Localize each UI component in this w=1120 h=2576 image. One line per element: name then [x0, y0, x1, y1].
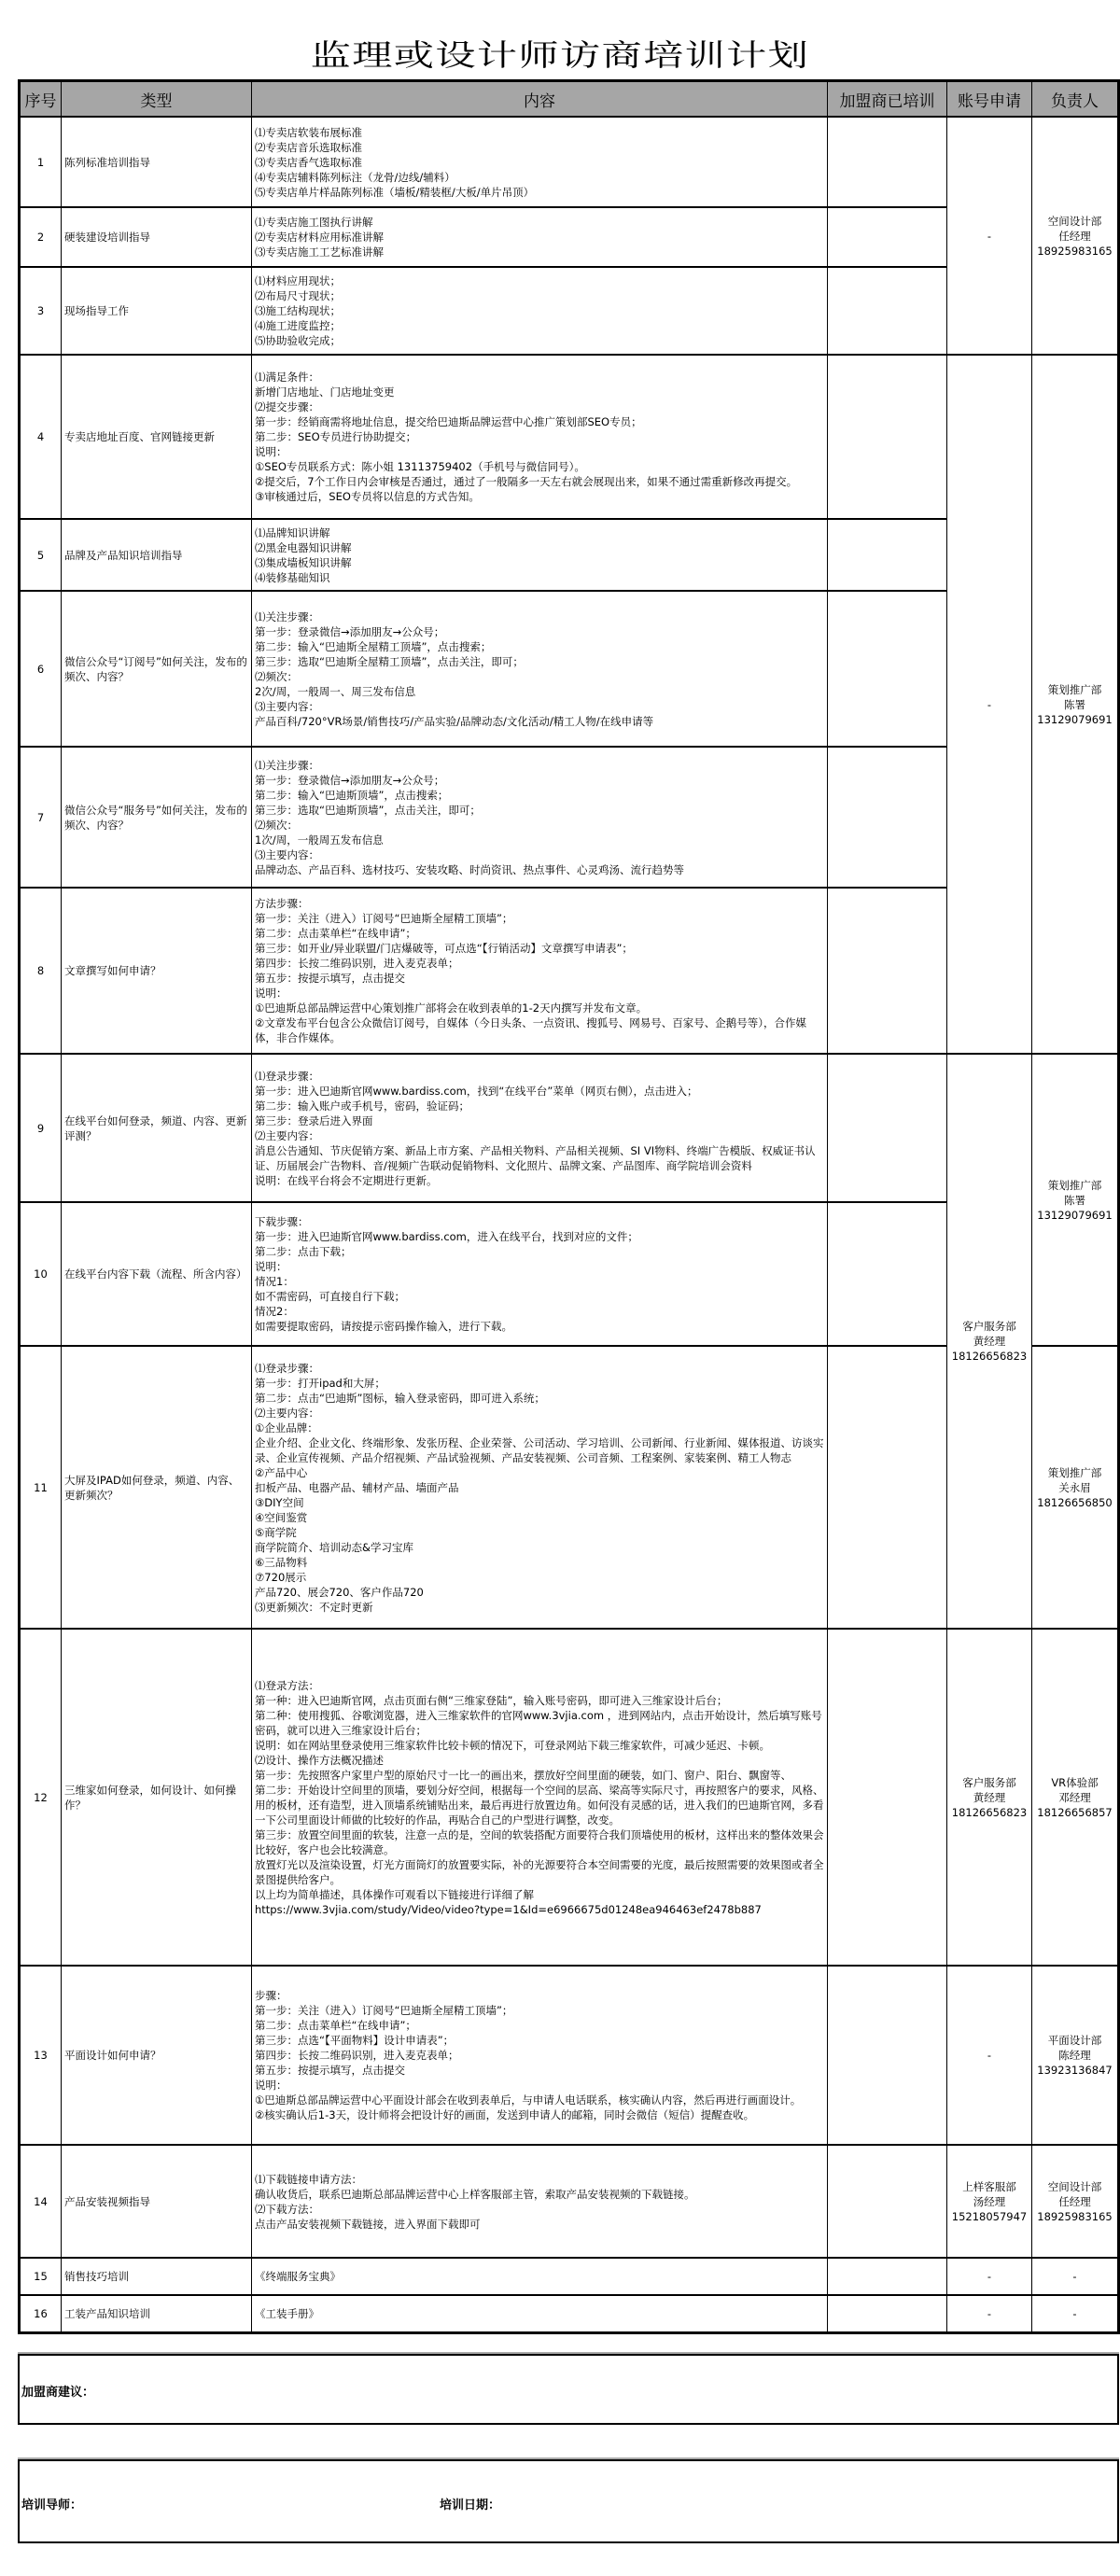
trained-cell[interactable] [828, 2145, 947, 2258]
trained-cell[interactable] [828, 2295, 947, 2332]
owner-cell: 空间设计部 任经理 18925983165 [1032, 2145, 1119, 2258]
table-header-row [20, 81, 1119, 118]
row-type: 品牌及产品知识培训指导 [62, 519, 252, 591]
row-content: ⑴关注步骤： 第一步：登录微信→添加朋友→公众号； 第二步：输入“巴迪斯全屋精工顶墙”，点击搜索； 第三步：选取“巴迪斯全屋精工顶墙”，点击关注，即可； ⑵频次： 2次/周，一般周一、周三发布信息 ⑶主要内容： 产品百科/720°VR场景/销售技巧/产品实验/品牌动态/文化活动/精工人物/在线申请等 [252, 591, 828, 747]
row-number: 1 [20, 117, 62, 207]
row-number: 4 [20, 355, 62, 519]
owner-cell: - [1032, 2258, 1119, 2295]
row-type: 产品安装视频指导 [62, 2145, 252, 2258]
row-type: 现场指导工作 [62, 267, 252, 355]
table-row [20, 2295, 1119, 2332]
header-account: 账号申请 [947, 81, 1032, 118]
trained-cell[interactable] [828, 207, 947, 267]
row-type: 大屏及IPAD如何登录，频道、内容、更新频次？ [62, 1346, 252, 1629]
account-cell: 客户服务部 黄经理 18126656823 [947, 1054, 1032, 1629]
trainer-label: 培训导师： [21, 2499, 83, 2513]
row-number: 14 [20, 2145, 62, 2258]
row-number: 8 [20, 888, 62, 1054]
row-content: ⑴材料应用现状； ⑵布局尺寸现状； ⑶施工结构现状； ⑷施工进度监控； ⑸协助验收完成； [252, 267, 828, 355]
row-number: 11 [20, 1346, 62, 1629]
header-type: 类型 [62, 81, 252, 118]
trained-cell[interactable] [828, 267, 947, 355]
row-number: 9 [20, 1054, 62, 1202]
table-row [20, 1966, 1119, 2145]
trained-cell[interactable] [828, 888, 947, 1054]
table-row [20, 1629, 1119, 1966]
trained-cell[interactable] [828, 1629, 947, 1966]
trained-cell[interactable] [828, 1966, 947, 2145]
account-cell: - [947, 1966, 1032, 2145]
row-type: 微信公众号“订阅号”如何关注，发布的频次、内容？ [62, 591, 252, 747]
header-content: 内容 [252, 81, 828, 118]
row-number: 7 [20, 747, 62, 888]
row-content: ⑴专卖店软装布展标准 ⑵专卖店音乐选取标准 ⑶专卖店香气选取标准 ⑷专卖店辅料陈列标注（龙骨/边线/辅料） ⑸专卖店单片样品陈列标准（墙板/精装框/大板/单片吊顶） [252, 117, 828, 207]
row-type: 工装产品知识培训 [62, 2295, 252, 2332]
trained-cell[interactable] [828, 1346, 947, 1629]
owner-cell: 策划推广部 陈署 13129079691 [1032, 355, 1119, 1054]
row-type: 在线平台如何登录，频道、内容、更新评测？ [62, 1054, 252, 1202]
row-type: 销售技巧培训 [62, 2258, 252, 2295]
table-row [20, 355, 1119, 519]
row-type: 在线平台内容下载（流程、所含内容） [62, 1202, 252, 1346]
trained-cell[interactable] [828, 117, 947, 207]
row-content: ⑴登录步骤： 第一步：进入巴迪斯官网www.bardiss.com，找到“在线平台”菜单（网页右侧），点击进入； 第二步：输入账户或手机号，密码，验证码； 第三步：登录后进入界面 ⑵主要内容： 消息公告通知、节庆促销方案、新品上市方案、产品相关物料、产品相关视频、SI VI物料、终端广告模版、权威证书认证、历届展会广告物料、音/视频广告联动促销物料、文化照片、品牌文案、产品图库、商学院培训会资料 说明：在线平台将会不定期进行更新。 [252, 1054, 828, 1202]
table-row [20, 1054, 1119, 1202]
trained-cell[interactable] [828, 355, 947, 519]
row-type: 文章撰写如何申请？ [62, 888, 252, 1054]
row-number: 3 [20, 267, 62, 355]
trained-cell[interactable] [828, 591, 947, 747]
row-number: 5 [20, 519, 62, 591]
owner-cell: VR体验部 邓经理 18126656857 [1032, 1629, 1119, 1966]
owner-cell: - [1032, 2295, 1119, 2332]
row-number: 12 [20, 1629, 62, 1966]
row-content: ⑴品牌知识讲解 ⑵黑金电器知识讲解 ⑶集成墙板知识讲解 ⑷装修基础知识 [252, 519, 828, 591]
row-type: 陈列标准培训指导 [62, 117, 252, 207]
row-type: 微信公众号“服务号”如何关注，发布的频次、内容？ [62, 747, 252, 888]
account-cell: - [947, 2258, 1032, 2295]
row-type: 平面设计如何申请？ [62, 1966, 252, 2145]
suggestion-box[interactable] [18, 2354, 1119, 2425]
row-number: 10 [20, 1202, 62, 1346]
header-no: 序号 [20, 81, 62, 118]
header-owner: 负责人 [1032, 81, 1119, 118]
trained-cell[interactable] [828, 1054, 947, 1202]
row-content: 下载步骤： 第一步：进入巴迪斯官网www.bardiss.com，进入在线平台，找到对应的文件； 第二步：点击下载； 说明： 情况1： 如不需密码，可直接自行下载； 情况2： 如需要提取密码，请按提示密码操作输入，进行下载。 [252, 1202, 828, 1346]
row-content: ⑴登录步骤： 第一步：打开ipad和大屏； 第二步：点击“巴迪斯”图标，输入登录密码，即可进入系统； ⑵主要内容： ①企业品牌： 企业介绍、企业文化、终端形象、发张历程、企业荣誉、公司活动、学习培训、公司新闻、行业新闻、媒体报道、访谈实录、企业宣传视频、产品介绍视频、产品试验视频、产品安装视频、公司音频、工程案例、家装案例、精工人物志 ②产品中心 扣板产品、电器产品、辅材产品、墙面产品 ③DIY空间 ④空间鉴赏 ⑤商学院 商学院简介、培训动态&学习宝库 ⑥三品物料 ⑦720展示 产品720、展会720、客户作品720 ⑶更新频次：不定时更新 [252, 1346, 828, 1629]
page-title: 监理或设计师访商培训计划 [310, 37, 810, 73]
row-content: ⑴下载链接申请方法： 确认收货后，联系巴迪斯总部品牌运营中心上样客服部主管，索取产品安装视频的下载链接。 ⑵下载方法： 点击产品安装视频下载链接，进入界面下载即可 [252, 2145, 828, 2258]
row-content: ⑴专卖店施工图执行讲解 ⑵专卖店材料应用标准讲解 ⑶专卖店施工工艺标准讲解 [252, 207, 828, 267]
trained-cell[interactable] [828, 1202, 947, 1346]
training-plan-table [18, 79, 1120, 2334]
trained-cell[interactable] [828, 2258, 947, 2295]
row-content: ⑴满足条件： 新增门店地址、门店地址变更 ⑵提交步骤： 第一步：经销商需将地址信息，提交给巴迪斯品牌运营中心推广策划部SEO专员； 第二步：SEO专员进行协助提交； 说明： ①SEO专员联系方式：陈小姐 13113759402（手机号与微信同号）。 ②提交后，7个工作日内会审核是否通过，通过了一般隔多一天左右就会展现出来，如果不通过需重新修改再提交。 ③审核通过后，SEO专员将以信息的方式告知。 [252, 355, 828, 519]
account-cell: - [947, 2295, 1032, 2332]
row-content: 《工装手册》 [252, 2295, 828, 2332]
row-number: 2 [20, 207, 62, 267]
account-cell: 客户服务部 黄经理 18126656823 [947, 1629, 1032, 1966]
row-type: 三维家如何登录，如何设计、如何操作？ [62, 1629, 252, 1966]
row-content: 步骤： 第一步：关注（进入）订阅号“巴迪斯全屋精工顶墙”； 第二步：点击菜单栏“在线申请”； 第三步：点选“【平面物料】设计申请表”； 第四步：长按二维码识别，进入麦克表单； 第五步：按提示填写，点击提交 说明： ①巴迪斯总部品牌运营中心平面设计部会在收到表单后，与申请人电话联系，核实确认内容，然后再进行画面设计。 ②核实确认后1-3天，设计师将会把设计好的画面，发送到申请人的邮箱，同时会微信（短信）提醒查收。 [252, 1966, 828, 2145]
table-row [20, 117, 1119, 207]
row-number: 13 [20, 1966, 62, 2145]
account-cell: - [947, 117, 1032, 355]
owner-cell: 策划推广部 关永眉 18126656850 [1032, 1346, 1119, 1629]
row-content: 《终端服务宝典》 [252, 2258, 828, 2295]
row-content: 方法步骤： 第一步：关注（进入）订阅号“巴迪斯全屋精工顶墙”； 第二步：点击菜单栏“在线申请”； 第三步：如开业/异业联盟/门店爆破等，可点选“【行销活动】文章撰写申请表”； 第四步：长按二维码识别，进入麦克表单； 第五步：按提示填写，点击提交 说明： ①巴迪斯总部品牌运营中心策划推广部将会在收到表单的1-2天内撰写并发布文章。 ②文章发布平台包含公众微信订阅号，自媒体（今日头条、一点资讯、搜狐号、网易号、百家号、企鹅号等），合作媒体，非合作媒体。 [252, 888, 828, 1054]
header-trained: 加盟商已培训 [828, 81, 947, 118]
row-number: 15 [20, 2258, 62, 2295]
owner-cell: 空间设计部 任经理 18925983165 [1032, 117, 1119, 355]
account-cell: 上样客服部 汤经理 15218057947 [947, 2145, 1032, 2258]
row-number: 16 [20, 2295, 62, 2332]
suggestion-label: 加盟商建议： [21, 2386, 95, 2400]
row-type: 硬装建设培训指导 [62, 207, 252, 267]
row-number: 6 [20, 591, 62, 747]
table-row [20, 2258, 1119, 2295]
training-date-label: 培训日期： [440, 2499, 501, 2513]
account-cell: - [947, 355, 1032, 1054]
trained-cell[interactable] [828, 519, 947, 591]
trainer-box[interactable] [18, 2459, 1119, 2543]
owner-cell: 策划推广部 陈署 13129079691 [1032, 1054, 1119, 1346]
trained-cell[interactable] [828, 747, 947, 888]
row-content: ⑴关注步骤： 第一步：登录微信→添加朋友→公众号； 第二步：输入“巴迪斯顶墙”，点击搜索； 第三步：选取“巴迪斯顶墙”，点击关注，即可； ⑵频次： 1次/周，一般周五发布信息 ⑶主要内容： 品牌动态、产品百科、选材技巧、安装攻略、时尚资讯、热点事件、心灵鸡汤、流行趋势等 [252, 747, 828, 888]
row-content: ⑴登录方法： 第一种：进入巴迪斯官网，点击页面右侧“三维家登陆”，输入账号密码，即可进入三维家设计后台； 第二种：使用搜狐、谷歌浏览器，进入三维家软件的官网www.3vjia.com ，进到网站内，点击开始设计，然后填写账号密码，就可以进入三维家设计后台； 说明：如在网站里登录使用三维家软件比较卡顿的情况下，可登录网站下载三维家软件，可减少延迟、卡顿。 ⑵设计、操作方法概况描述 第一步：先按照客户家里户型的原始尺寸一比一的画出来，摆放好空间里面的硬装，如门、窗户、阳台、飘窗等、 第二步：开始设计空间里的顶墙，要划分好空间，根据每一个空间的层高、梁高等实际尺寸，再按照客户的要求，风格、用的板材，还有造型，进入顶墙系统铺贴出来，最后再进行放置边角。如何没有灵感的话，进入我们的巴迪斯官网，多看一下公司里面设计师做的比较好的作品，再贴合自己的户型进行调整，改变。 第三步：放置空间里面的软装，注意一点的是，空间的软装搭配方面要符合我们顶墙使用的板材，这样出来的整体效果会比较好，客户也会比较满意。 放置灯光以及渲染设置，灯光方面筒灯的放置要实际，补的光源要符合本空间需要的光度，最后按照需要的效果图或者全景图提供给客户。 以上均为简单描述，具体操作可观看以下链接进行详细了解 https://www.3vjia.com/study/Video/video?type=1&Id=e6966675d01248ea946463ef2478b887 [252, 1629, 828, 1966]
row-type: 专卖店地址百度、官网链接更新 [62, 355, 252, 519]
owner-cell: 平面设计部 陈经理 13923136847 [1032, 1966, 1119, 2145]
table-row [20, 2145, 1119, 2258]
